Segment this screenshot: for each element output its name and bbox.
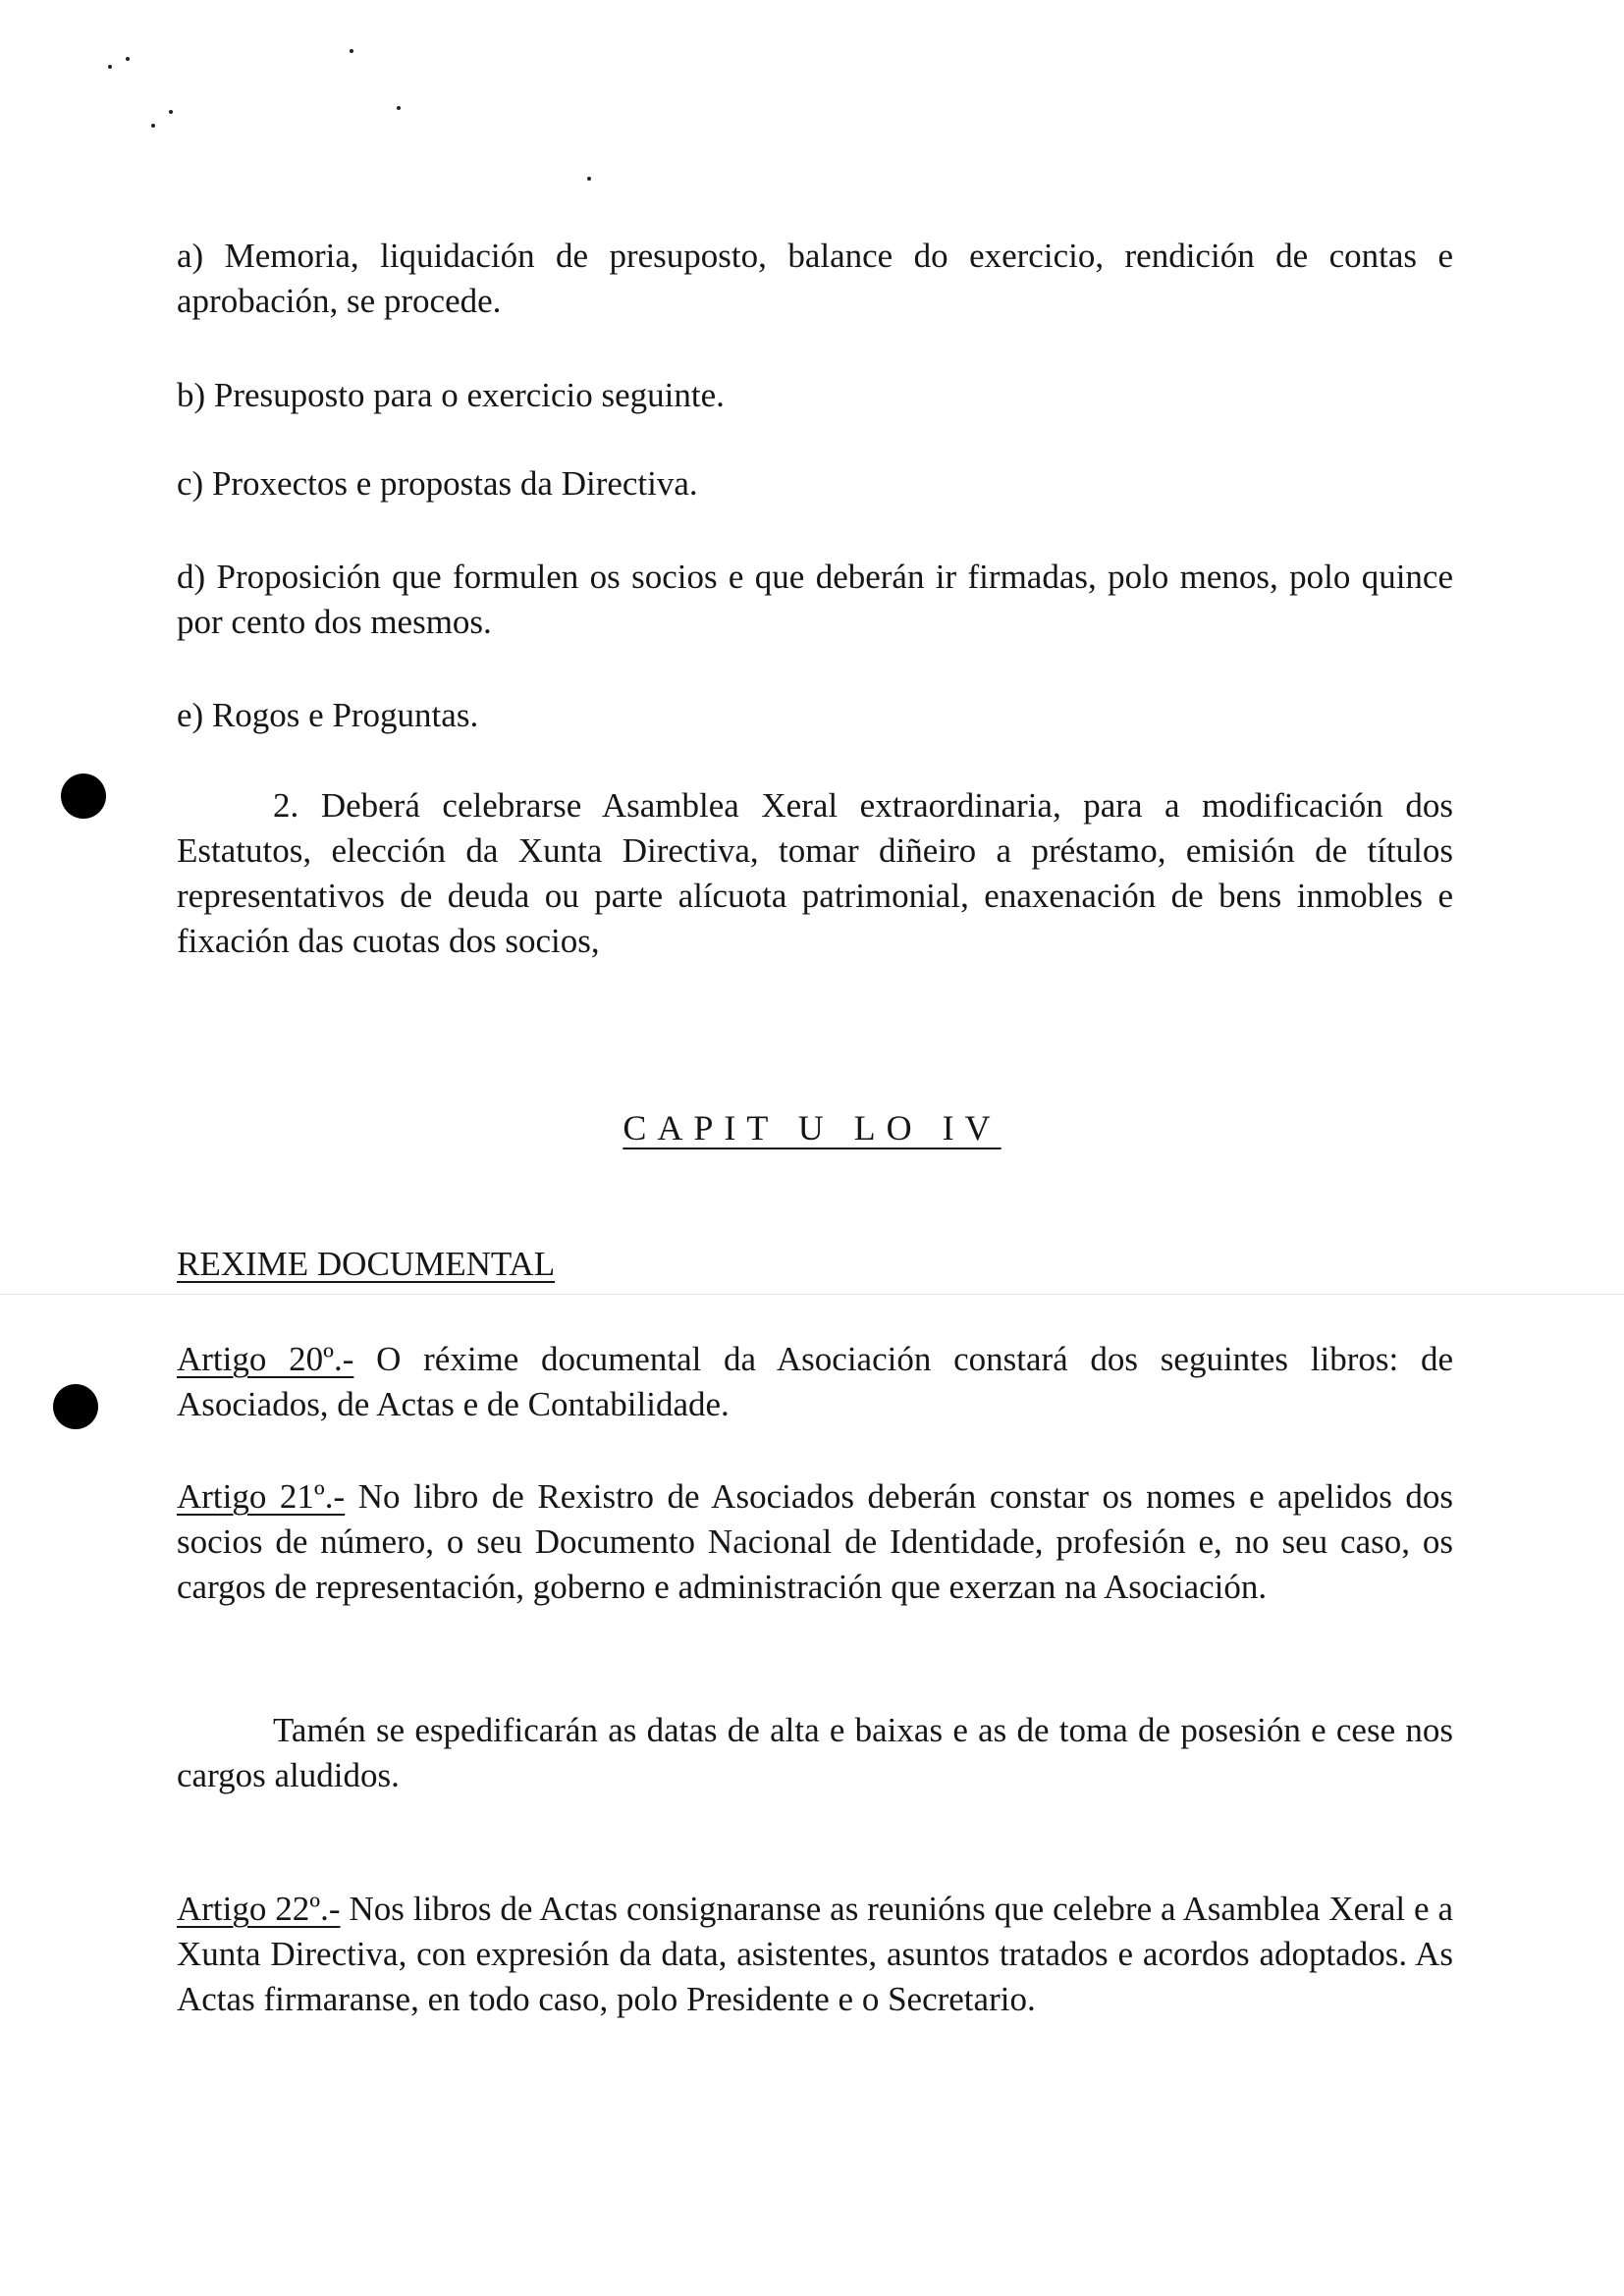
article-21-continuation: Tamén se espedificarán as datas de alta e baixas e as de toma de posesión e cese nos cargos aludidos.	[177, 1711, 1453, 1794]
article-20	[177, 1337, 1453, 1427]
item-b: b) Presuposto para o exercicio seguinte.	[177, 376, 725, 414]
scan-speck	[397, 106, 401, 110]
scan-speck	[169, 110, 173, 114]
article-21-label: Artigo 21º.-	[177, 1477, 346, 1516]
scan-speck	[108, 65, 112, 69]
section-title: REXIME DOCUMENTAL	[177, 1245, 556, 1283]
scan-speck	[587, 177, 591, 181]
item-c: c) Proxectos e propostas da Directiva.	[177, 464, 698, 503]
scan-speck	[126, 57, 130, 61]
item-a: a) Memoria, liquidación de presuposto, balance do exercicio, rendición de contas e aprobación, se procede.	[177, 237, 1453, 320]
article-21	[177, 1474, 1453, 1610]
scan-speck	[151, 124, 155, 128]
paragraph-2: 2. Deberá celebrarse Asamblea Xeral extraordinaria, para a modificación dos Estatutos, elección da Xunta Directiva, tomar diñeiro a préstamo, emisión de títulos representativos de deuda ou parte alícuota patrimonial, enaxenación de bens inmobles e fixación das cuotas dos socios,	[177, 786, 1453, 960]
article-22-text: Nos libros de Actas consignaranse as reunións que celebre a Asamblea Xeral e a Xunta Directiva, con expresión da data, asistentes, asuntos tratados e acordos adoptados. As Actas firmaranse, en todo caso, polo Presidente e o Secretario.	[177, 1890, 1453, 2018]
article-21-text: No libro de Rexistro de Asociados deberán constar os nomes e apelidos dos socios de número, o seu Documento Nacional de Identidade, profesión e, no seu caso, os cargos de representación, goberno e administración que exerzan na Asociación.	[177, 1477, 1454, 1606]
punch-hole	[53, 1384, 98, 1429]
article-20-label: Artigo 20º.-	[177, 1340, 354, 1378]
article-22-label: Artigo 22º.-	[177, 1890, 341, 1928]
item-d: d) Proposición que formulen os socios e que deberán ir firmadas, polo menos, polo quince por cento dos mesmos.	[177, 558, 1453, 641]
scan-fold-line	[0, 1294, 1624, 1295]
punch-hole	[61, 774, 106, 819]
article-22	[177, 1887, 1453, 2022]
chapter-title: CAPIT U LO IV	[623, 1108, 1001, 1148]
scan-speck	[350, 49, 353, 53]
item-e: e) Rogos e Proguntas.	[177, 696, 479, 734]
article-20-text: O réxime documental da Asociación constará dos seguintes libros: de Asociados, de Actas e de Contabilidade.	[177, 1340, 1454, 1423]
